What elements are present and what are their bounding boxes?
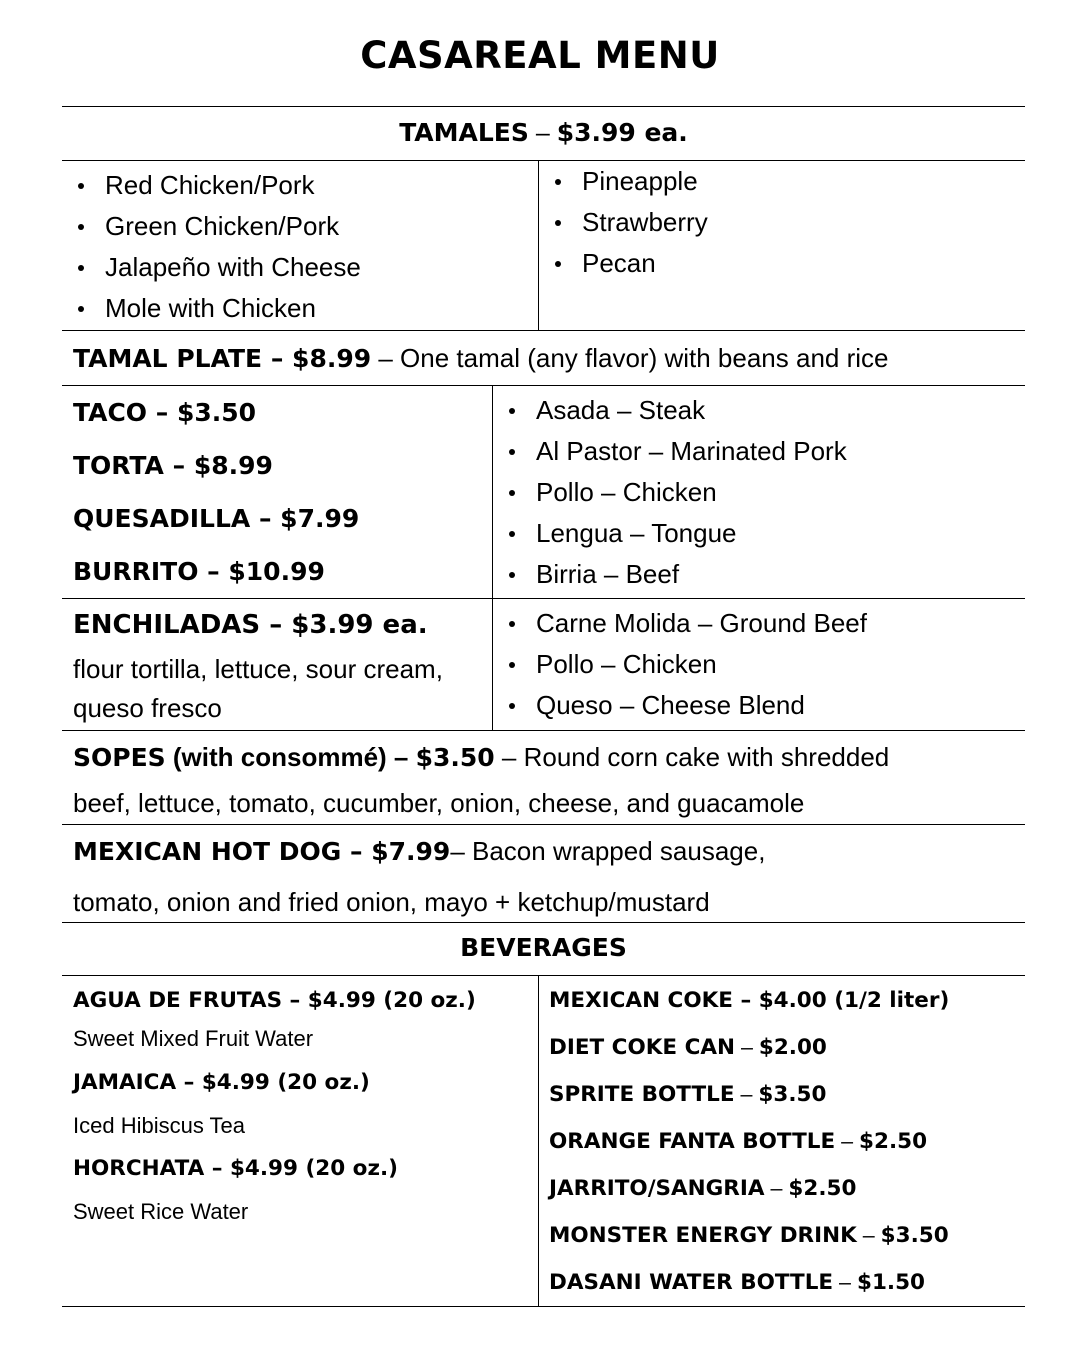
beverage-item: HORCHATA – $4.99 (20 oz.) (73, 1156, 398, 1181)
beverage-item: AGUA DE FRUTAS – $4.99 (20 oz.) (73, 988, 476, 1013)
beverage-item: JARRITO/SANGRIA – $2.50 (549, 1176, 857, 1201)
list-item: Jalapeño with Cheese (62, 247, 538, 288)
sopes-name: SOPES (73, 743, 166, 772)
list-item: Carne Molida – Ground Beef (493, 603, 1025, 644)
list-item: Lengua – Tongue (493, 513, 1025, 554)
beverages-row (62, 976, 1025, 1307)
tamal-plate-description: – One tamal (any flavor) with beans and rice (371, 343, 889, 373)
sopes-row (62, 731, 1025, 825)
menu-item: TORTA – $8.99 (73, 451, 273, 480)
tamal-plate-name: TAMAL PLATE (73, 344, 263, 373)
list-item: Pollo – Chicken (493, 644, 1025, 685)
list-item: Mole with Chicken (62, 288, 538, 329)
beverage-item: DASANI WATER BOTTLE – $1.50 (549, 1270, 925, 1295)
mains-row (62, 386, 1025, 599)
beverage-description: Iced Hibiscus Tea (73, 1113, 246, 1138)
menu-item: QUESADILLA – $7.99 (73, 504, 360, 533)
hot-dog-description-line2: tomato, onion and fried onion, mayo + ketchup/mustard (73, 887, 710, 917)
tamales-header-row (62, 107, 1025, 161)
list-item: Red Chicken/Pork (62, 165, 538, 206)
list-item: Birria – Beef (493, 554, 1025, 595)
list-item: Asada – Steak (493, 390, 1025, 431)
enchiladas-description-line1: flour tortilla, lettuce, sour cream, (73, 654, 443, 684)
hot-dog-description-line1: – Bacon wrapped sausage, (450, 836, 766, 866)
list-item: Al Pastor – Marinated Pork (493, 431, 1025, 472)
list-item: Pecan (539, 243, 1025, 284)
hot-dog-sep: – (341, 837, 372, 866)
beverage-item: MONSTER ENERGY DRINK – $3.50 (549, 1223, 949, 1248)
beverage-item: MEXICAN COKE – $4.00 (1/2 liter) (549, 988, 950, 1013)
enchiladas-info (62, 599, 493, 730)
list-item: Green Chicken/Pork (62, 206, 538, 247)
beverage-item: DIET COKE CAN – $2.00 (549, 1035, 827, 1060)
beverages-header-row (62, 923, 1025, 976)
hot-dog-price: $7.99 (371, 837, 451, 866)
list-item: Queso – Cheese Blend (493, 685, 1025, 726)
sopes-description-line2: beef, lettuce, tomato, cucumber, onion, cheese, and guacamole (73, 788, 805, 818)
beverage-item: ORANGE FANTA BOTTLE – $2.50 (549, 1129, 928, 1154)
tamales-header-sep: – (528, 119, 557, 147)
enchiladas-price: $3.99 ea. (291, 610, 428, 640)
menu-table (62, 106, 1025, 1307)
tamal-plate-row (62, 331, 1025, 386)
enchilada-fillings-list (493, 599, 1025, 730)
tamales-header-name: TAMALES (399, 118, 529, 147)
beverage-description: Sweet Rice Water (73, 1199, 249, 1224)
hot-dog-name: MEXICAN HOT DOG (73, 837, 342, 866)
beverages-header: BEVERAGES (460, 933, 627, 962)
enchiladas-description-line2: queso fresco (73, 693, 222, 723)
menu-item: BURRITO – $10.99 (73, 557, 325, 586)
beverages-left (62, 976, 539, 1306)
tamales-sweet-list (539, 161, 1025, 330)
sopes-description-line1: – Round corn cake with shredded (494, 742, 890, 772)
sopes-note: (with consommé) – (165, 742, 416, 772)
mains-items (62, 386, 493, 598)
beverage-item: SPRITE BOTTLE – $3.50 (549, 1082, 827, 1107)
beverage-item: JAMAICA – $4.99 (20 oz.) (73, 1070, 370, 1095)
tamales-header-price: $3.99 ea. (556, 118, 688, 147)
enchiladas-sep: – (260, 610, 292, 640)
list-item: Strawberry (539, 202, 1025, 243)
list-item: Pineapple (539, 161, 1025, 202)
tamal-plate-price: $8.99 (292, 344, 372, 373)
sopes-price: $3.50 (415, 743, 495, 772)
tamales-savory-list (62, 161, 539, 330)
menu-item: TACO – $3.50 (73, 398, 257, 427)
enchiladas-name: ENCHILADAS (73, 610, 261, 640)
page-title: CASAREAL MENU (360, 34, 720, 77)
enchiladas-row (62, 599, 1025, 731)
meat-options-list (493, 386, 1025, 598)
beverages-right (539, 976, 1025, 1306)
list-item: Pollo – Chicken (493, 472, 1025, 513)
tamal-plate-sep: – (262, 344, 293, 373)
tamales-flavors-row (62, 161, 1025, 331)
hot-dog-row (62, 825, 1025, 923)
beverage-description: Sweet Mixed Fruit Water (73, 1026, 314, 1051)
